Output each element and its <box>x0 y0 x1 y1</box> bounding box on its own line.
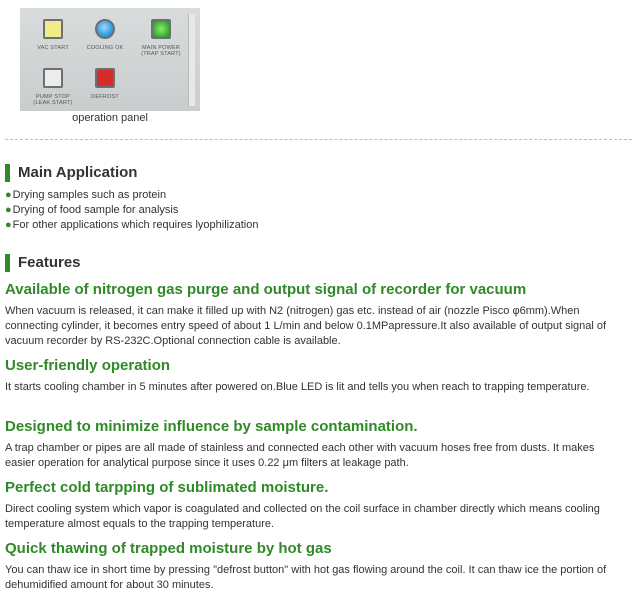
main-power-label: MAIN POWER (TRAP START) <box>141 45 181 57</box>
feature-heading: Available of nitrogen gas purge and output signal of recorder for vacuum <box>5 281 527 298</box>
cooling-ok-indicator <box>95 19 115 39</box>
pump-stop-button <box>43 68 63 88</box>
list-item: ●Drying of food sample for analysis <box>5 204 179 216</box>
defrost-button <box>95 68 115 88</box>
feature-text: When vacuum is released, it can make it filled up with N2 (nitrogen) gas etc. instead of air (nozzle Pisco φ6mm).When connecting cylinder, it becomes entry speed of about 1 L/min and below 0.1MPapressure.It also available of output signal of vacuum recorder by RS-232C.Optional connection cable is available. <box>5 305 607 347</box>
vac-start-button <box>43 19 63 39</box>
vac-start-label: VAC START <box>37 45 69 51</box>
feature-text: A trap chamber or pipes are all made of stainless and connected each other with vacuum hoses free from dusts. It makes easier operation for analytical purpose since it uses 0.22 μm filters at leakage path. <box>5 442 595 469</box>
divider <box>5 139 632 140</box>
cooling-ok-label: COOLING OK <box>86 45 124 51</box>
feature-heading: User-friendly operation <box>5 357 171 374</box>
pump-stop-label: PUMP STOP (LEAK START) <box>33 94 73 106</box>
main-power-button <box>151 19 171 39</box>
panel-rail <box>188 14 195 106</box>
feature-text: It starts cooling chamber in 5 minutes after powered on.Blue LED is lit and tells you when reach to trapping temperature. <box>5 381 590 393</box>
operation-panel-photo <box>20 8 200 111</box>
feature-text: Direct cooling system which vapor is coagulated and collected on the coil surface in chamber directly which means cooling temperature almost equals to the trapping temperature. <box>5 503 600 530</box>
main-application-list <box>5 188 258 233</box>
list-item: ●For other applications which requires lyophilization <box>5 219 259 231</box>
panel-caption: operation panel <box>72 112 148 124</box>
defrost-label: DEFROST <box>91 94 119 100</box>
feature-heading: Perfect cold tarpping of sublimated moisture. <box>5 479 329 496</box>
feature-heading: Quick thawing of trapped moisture by hot gas <box>5 540 332 557</box>
list-item: ●Drying samples such as protein <box>5 189 167 201</box>
main-application-title: Main Application <box>5 164 137 182</box>
features-title: Features <box>5 254 81 272</box>
feature-heading: Designed to minimize influence by sample contamination. <box>5 418 418 435</box>
feature-text: You can thaw ice in short time by pressing "defrost button" with hot gas flowing around the coil. It can thaw ice the portion of dehumidified amount for about 30 minutes. <box>5 564 607 591</box>
